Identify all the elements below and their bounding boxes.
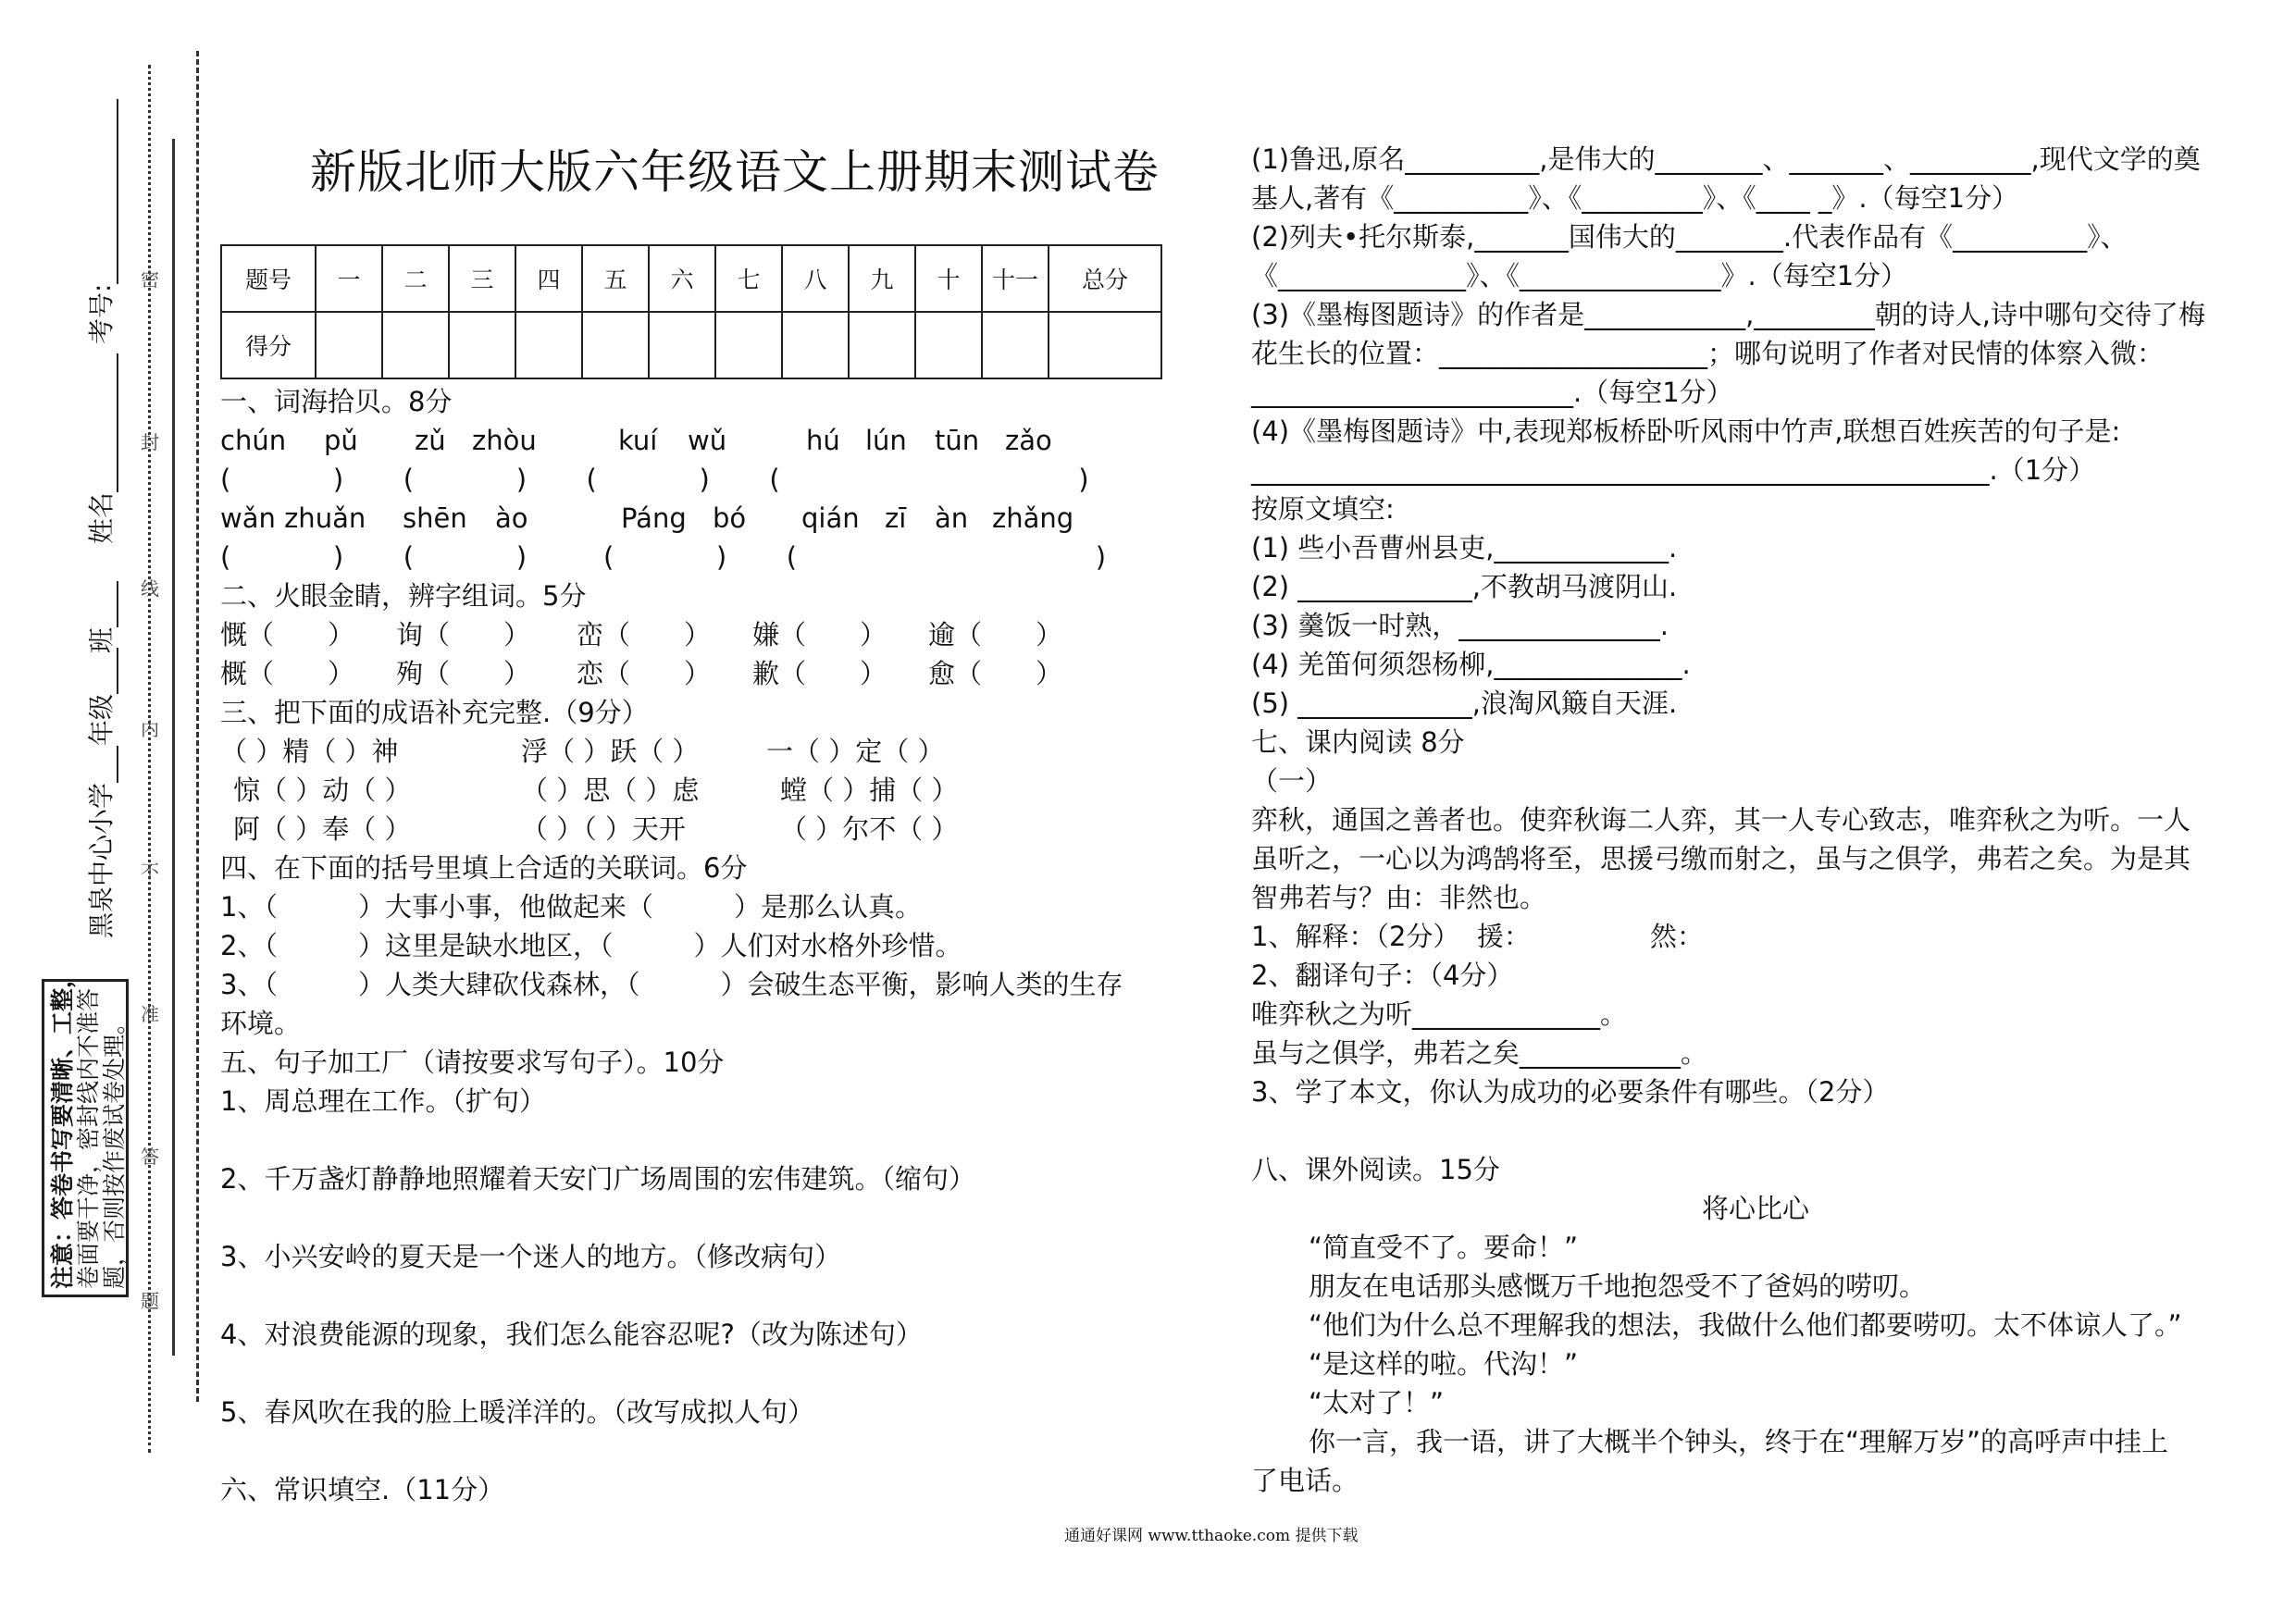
pinyin: zhòu (472, 425, 537, 456)
answer-parens-row-1[interactable]: ( ) ( ) ( ) ( ) (220, 464, 1089, 495)
pinyin: chún (220, 425, 287, 456)
answer-space[interactable] (220, 1276, 1183, 1315)
seal-dashed-line (196, 51, 199, 1402)
answer-space[interactable] (1251, 1111, 2214, 1150)
fill-in-item-4[interactable]: (4) 羌笛何须怨杨柳,______________. (1251, 649, 1691, 680)
score-header-cell: 六 (649, 245, 715, 312)
sentence-task-2: 2、千万盏灯静静地照耀着天安门广场周围的宏伟建筑。（缩句） (220, 1163, 975, 1195)
answer-space[interactable] (220, 1431, 1183, 1470)
seal-char-mi: 密 (141, 268, 159, 291)
section-1-title: 一、词海拾贝。8分 (220, 386, 453, 417)
pinyin-row-2 (220, 499, 1183, 538)
section-3-title: 三、把下面的成语补充完整.（9分） (220, 697, 649, 728)
field-name (81, 353, 118, 544)
char-item[interactable]: 歉（ ） (752, 658, 887, 689)
passage-line-2: 虽听之，一心以为鸿鹄将至，思援弓缴而射之，虽与之俱学，弗若之矣。为是其 (1251, 843, 2191, 874)
section-7-subtitle: （一） (1251, 765, 1333, 797)
reading-question-2: 2、翻译句子：（4分） (1251, 960, 1514, 991)
article-title: 将心比心 (1702, 1193, 1810, 1224)
conjunction-question-3-cont: 环境。 (220, 1008, 302, 1039)
section-2-title: 二、火眼金睛，辨字组词。5分 (220, 580, 587, 612)
pinyin: kuí (618, 425, 658, 456)
passage-line-1: 弈秋，通国之善者也。使弈秋诲二人弈，其一人专心致志，唯弈秋之为听。一人 (1251, 804, 2191, 836)
exam-number-label: 考号: (86, 283, 117, 344)
char-item[interactable]: 询（ ） (396, 619, 531, 650)
idiom-item[interactable]: （ ）（ ）天开 (521, 813, 686, 845)
score-table (220, 244, 1162, 379)
knowledge-q3-line2[interactable]: 花生长的位置：____________________；哪句说明了作者对民情的体察入微： (1251, 338, 2165, 369)
char-item[interactable]: 愈（ ） (928, 658, 1063, 689)
pinyin: tūn (935, 425, 980, 456)
score-input-cell[interactable] (982, 312, 1049, 378)
answer-space[interactable] (220, 1198, 1183, 1237)
idiom-item[interactable]: （ ）精（ ）神 (220, 736, 399, 767)
name-blank[interactable] (86, 353, 118, 492)
knowledge-q3-line3[interactable]: ________________________.（每空1分） (1251, 377, 1733, 408)
knowledge-q4-line2[interactable]: _______________________________________________________.（1分） (1251, 454, 2096, 486)
score-input-cell[interactable] (915, 312, 982, 378)
score-input-cell[interactable] (782, 312, 849, 378)
section-5-title: 五、句子加工厂（请按要求写句子）。10分 (220, 1047, 725, 1078)
pinyin: ào (495, 502, 528, 534)
score-input-cell[interactable] (515, 312, 582, 378)
pinyin: hú (806, 425, 840, 456)
score-header-cell: 九 (849, 245, 915, 312)
conjunction-question-2[interactable]: 2、（ ）这里是缺水地区，（ ）人们对水格外珍惜。 (220, 930, 962, 961)
char-item[interactable]: 嫌（ ） (752, 619, 887, 650)
pinyin: zhǎng (992, 502, 1074, 534)
fill-in-item-1[interactable]: (1) 些小吾曹州县吏,_____________. (1251, 532, 1678, 564)
answer-space[interactable] (220, 1121, 1183, 1159)
pinyin: zī (885, 502, 907, 534)
sentence-task-1: 1、周总理在工作。（扩句） (220, 1085, 546, 1117)
score-input-cell[interactable] (449, 312, 515, 378)
reading-question-3: 3、学了本文，你认为成功的必要条件有哪些。（2分） (1251, 1076, 1890, 1108)
char-item[interactable]: 峦（ ） (577, 619, 712, 650)
seal-char-nei: 内 (141, 718, 159, 740)
score-header-cell: 三 (449, 245, 515, 312)
pinyin: pǔ (324, 425, 358, 456)
score-input-cell[interactable] (715, 312, 782, 378)
idiom-item[interactable]: （ ）思（ ）虑 (521, 774, 700, 806)
knowledge-q1-line2[interactable]: 基人,著有《__________》、《_________》、《____ _》.（每空1分） (1251, 182, 2019, 214)
char-item[interactable]: 恋（ ） (577, 658, 712, 689)
pinyin: shēn (403, 502, 467, 534)
idiom-item[interactable]: 螳（ ）捕（ ） (780, 774, 959, 806)
fill-in-item-2[interactable]: (2) _____________,不教胡马渡阴山. (1251, 571, 1678, 602)
sentence-task-4: 4、对浪费能源的现象，我们怎么能容忍呢?（改为陈述句） (220, 1319, 923, 1350)
pinyin: wǎn zhuǎn (220, 502, 366, 534)
pinyin: bó (713, 502, 747, 534)
idiom-row-2 (220, 771, 1183, 810)
idiom-row-1 (220, 732, 1183, 771)
translate-item-1[interactable]: 唯弈秋之为听______________。 (1251, 998, 1628, 1030)
pinyin: wǔ (688, 425, 727, 456)
pinyin: lún (865, 425, 907, 456)
pinyin-row-1 (220, 421, 1183, 460)
answer-space[interactable] (220, 1354, 1183, 1393)
score-header-cell: 题号 (221, 245, 316, 312)
score-input-cell[interactable] (849, 312, 915, 378)
score-input-cell[interactable] (582, 312, 649, 378)
knowledge-q2-line2[interactable]: 《______________》、《_______________》.（每空1分） (1251, 260, 1908, 291)
class-label: 班 (86, 626, 117, 653)
score-label-cell: 得分 (221, 312, 316, 378)
article-line-4: “是这样的啦。代沟！” (1309, 1348, 1579, 1380)
sentence-task-5: 5、春风吹在我的脸上暖洋洋的。（改写成拟人句） (220, 1396, 814, 1428)
char-item[interactable]: 慨（ ） (220, 619, 355, 650)
seal-char-ti: 题 (141, 1290, 159, 1312)
notice-line-2: 卷面要干净，密封线内不准答 (75, 987, 102, 1289)
section-7-title: 七、课内阅读 8分 (1251, 726, 1465, 758)
fill-in-title: 按原文填空: (1251, 493, 1395, 525)
seal-char-zhun: 准 (141, 1003, 159, 1025)
grade-blank[interactable] (86, 648, 118, 694)
seal-char-da: 答 (141, 1146, 159, 1168)
answer-parens-row-2[interactable]: ( ) ( ) ( ) ( ) (220, 541, 1107, 573)
fill-in-item-3[interactable]: (3) 羹饭一时熟，_______________. (1251, 610, 1669, 641)
article-line-2: 朋友在电话那头感慨万千地抱怨受不了爸妈的唠叨。 (1309, 1270, 1927, 1302)
reading-question-1[interactable]: 1、解释：（2分） 援： 然： (1251, 921, 1704, 952)
idiom-item[interactable]: 阿（ ）奉（ ） (233, 813, 412, 845)
section-4-title: 四、在下面的括号里填上合适的关联词。6分 (220, 852, 748, 884)
article-line-1: “简直受不了。要命！” (1309, 1232, 1579, 1263)
idiom-item[interactable]: （ ）尔不（ ） (780, 813, 959, 845)
char-row-2 (220, 654, 1183, 693)
article-line-6: 你一言，我一语，讲了大概半个钟头，终于在“理解万岁”的高呼声中挂上 (1309, 1426, 2169, 1457)
page-title: 新版北师大版六年级语文上册期末测试卷 (310, 145, 1160, 199)
exam-number-blank[interactable] (86, 99, 118, 284)
fill-in-item-5[interactable]: (5) _____________,浪淘风簸自天涯. (1251, 688, 1678, 719)
seal-char-bu: 不 (141, 861, 159, 883)
idiom-row-3 (220, 810, 1183, 849)
knowledge-q4-line1: (4)《墨梅图题诗》中,表现郑板桥卧听风雨中竹声,联想百姓疾苦的句子是: (1251, 415, 2121, 447)
knowledge-q1-line1[interactable]: (1)鲁迅,原名__________,是伟大的________、_______、_________,现代文学的奠 (1251, 143, 2201, 175)
grade-label: 年级 (86, 693, 117, 746)
char-item[interactable]: 殉（ ） (396, 658, 531, 689)
knowledge-q3-line1[interactable]: (3)《墨梅图题诗》的作者是____________,_________朝的诗人,诗中哪句交待了梅 (1251, 299, 2206, 330)
seal-char-xian: 线 (141, 577, 159, 600)
score-header-cell: 四 (515, 245, 582, 312)
score-header-cell: 五 (582, 245, 649, 312)
score-input-cell[interactable] (316, 312, 382, 378)
sentence-task-3: 3、小兴安岭的夏天是一个迷人的地方。（修改病句） (220, 1241, 841, 1272)
section-6-title: 六、常识填空.（11分） (220, 1474, 505, 1505)
score-table-score-row (221, 312, 1161, 378)
char-row-1 (220, 615, 1183, 654)
pinyin: qián (801, 502, 860, 534)
score-table-header-row (221, 245, 1161, 312)
score-header-cell: 十一 (982, 245, 1049, 312)
notice-line-3: 题，否则按作废试卷处理。 (101, 1010, 128, 1289)
pinyin: àn (935, 502, 969, 534)
article-line-3: “他们为什么总不理解我的想法，我做什么他们都要唠叨。太不体谅人了。” (1309, 1309, 2182, 1341)
score-header-cell: 十 (915, 245, 982, 312)
section-8-title: 八、课外阅读。15分 (1251, 1154, 1500, 1185)
right-column (1251, 140, 2214, 1500)
name-label: 姓名 (86, 491, 117, 544)
idiom-item[interactable]: 一（ ）定（ ） (766, 736, 945, 767)
field-school (81, 746, 118, 938)
school-label: 黑泉中心小学 (86, 782, 117, 938)
score-header-cell: 七 (715, 245, 782, 312)
conjunction-question-1[interactable]: 1、（ ）大事小事，他做起来（ ）是那么认真。 (220, 891, 922, 923)
score-input-cell[interactable] (1049, 312, 1161, 378)
score-input-cell[interactable] (382, 312, 449, 378)
school-blank[interactable] (86, 746, 118, 783)
footer-credit: 通通好课网 www.tthaoke.com 提供下载 (1064, 1527, 1359, 1545)
pinyin: zǎo (1005, 425, 1052, 456)
knowledge-q2-line1[interactable]: (2)列夫•托尔斯泰,_______国伟大的________.代表作品有《__________》、 (1251, 221, 2128, 253)
left-column (220, 382, 1183, 1509)
score-header-cell: 总分 (1049, 245, 1161, 312)
article-line-5: “太对了！” (1309, 1387, 1445, 1419)
conjunction-question-3[interactable]: 3、（ ）人类大肆砍伐森林，（ ）会破生态平衡，影响人类的生存 (220, 969, 1123, 1000)
seal-char-feng: 封 (141, 431, 159, 453)
idiom-item[interactable]: 惊（ ）动（ ） (233, 774, 412, 806)
field-exam-number (81, 99, 118, 344)
seal-solid-line (172, 139, 175, 1356)
translate-item-2[interactable]: 虽与之俱学，弗若之矣____________。 (1251, 1037, 1708, 1069)
passage-line-3: 智弗若与？由：非然也。 (1251, 882, 1547, 913)
article-line-7: 了电话。 (1251, 1465, 1359, 1496)
field-grade (81, 648, 118, 746)
score-header-cell: 一 (316, 245, 382, 312)
field-class (81, 581, 118, 653)
char-item[interactable]: 逾（ ） (928, 619, 1063, 650)
score-header-cell: 二 (382, 245, 449, 312)
idiom-item[interactable]: 浮（ ）跃（ ） (521, 736, 700, 767)
class-blank[interactable] (86, 581, 118, 627)
pinyin: Páng (621, 502, 687, 534)
score-input-cell[interactable] (649, 312, 715, 378)
pinyin: zǔ (415, 425, 446, 456)
score-header-cell: 八 (782, 245, 849, 312)
char-item[interactable]: 概（ ） (220, 658, 355, 689)
notice-line-1: 注意：答卷书写要清晰、工整， (49, 964, 76, 1289)
